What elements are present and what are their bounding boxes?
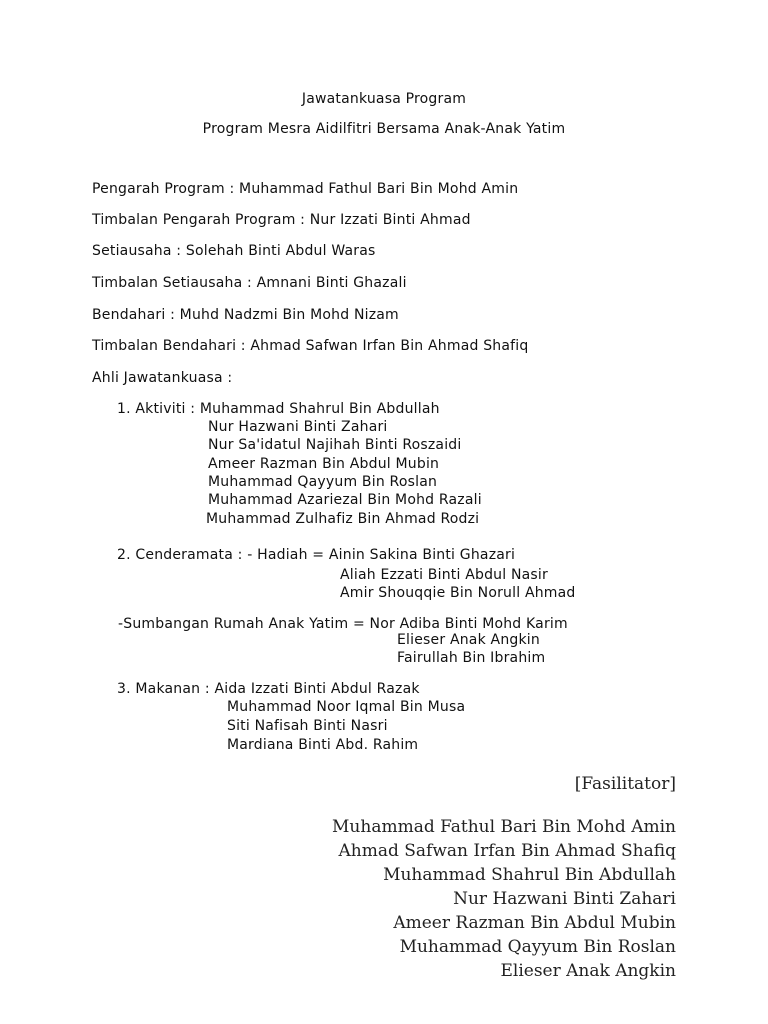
cenderamata-member: Amir Shouqqie Bin Norull Ahmad <box>340 585 576 601</box>
role-line: Timbalan Bendahari : Ahmad Safwan Irfan Bin Ahmad Shafiq <box>92 338 529 354</box>
makanan-member: Siti Nafisah Binti Nasri <box>227 718 388 734</box>
sumbangan-member: Fairullah Bin Ibrahim <box>397 650 546 666</box>
role-line: Pengarah Program : Muhammad Fathul Bari Bin Mohd Amin <box>92 181 519 197</box>
fasilitator-member: Ameer Razman Bin Abdul Mubin <box>393 913 676 933</box>
fasilitator-member: Muhammad Qayyum Bin Roslan <box>399 937 676 957</box>
fasilitator-member: Elieser Anak Angkin <box>500 961 676 981</box>
role-line: Setiausaha : Solehah Binti Abdul Waras <box>92 243 376 259</box>
makanan-member: Mardiana Binti Abd. Rahim <box>227 737 419 753</box>
fasilitator-member: Muhammad Fathul Bari Bin Mohd Amin <box>332 817 676 837</box>
fasilitator-member: Nur Hazwani Binti Zahari <box>453 889 676 909</box>
document-title: Jawatankuasa Program <box>301 91 467 107</box>
aktiviti-heading: 1. Aktiviti : Muhammad Shahrul Bin Abdullah <box>117 401 440 417</box>
cenderamata-heading: 2. Cenderamata : - Hadiah = Ainin Sakina Binti Ghazari <box>117 547 516 563</box>
aktiviti-member: Ameer Razman Bin Abdul Mubin <box>208 456 440 472</box>
fasilitator-member: Ahmad Safwan Irfan Bin Ahmad Shafiq <box>338 841 676 861</box>
aktiviti-member: Nur Hazwani Binti Zahari <box>208 419 388 435</box>
makanan-heading: 3. Makanan : Aida Izzati Binti Abdul Razak <box>117 681 420 697</box>
role-line: Timbalan Pengarah Program : Nur Izzati Binti Ahmad <box>92 212 471 228</box>
committee-heading: Ahli Jawatankuasa : <box>92 370 233 386</box>
sumbangan-heading: -Sumbangan Rumah Anak Yatim = Nor Adiba Binti Mohd Karim <box>118 616 568 632</box>
aktiviti-member: Muhammad Zulhafiz Bin Ahmad Rodzi <box>206 511 480 527</box>
role-line: Timbalan Setiausaha : Amnani Binti Ghazali <box>92 275 407 291</box>
sumbangan-member: Elieser Anak Angkin <box>397 632 540 648</box>
role-line: Bendahari : Muhd Nadzmi Bin Mohd Nizam <box>92 307 399 323</box>
makanan-member: Muhammad Noor Iqmal Bin Musa <box>227 699 466 715</box>
fasilitator-member: Muhammad Shahrul Bin Abdullah <box>383 865 676 885</box>
document-subtitle: Program Mesra Aidilfitri Bersama Anak-Anak Yatim <box>202 121 566 137</box>
fasilitator-heading: [Fasilitator] <box>574 774 676 794</box>
cenderamata-member: Aliah Ezzati Binti Abdul Nasir <box>340 567 548 583</box>
aktiviti-member: Muhammad Qayyum Bin Roslan <box>208 474 438 490</box>
aktiviti-member: Nur Sa'idatul Najihah Binti Roszaidi <box>208 437 462 453</box>
aktiviti-member: Muhammad Azariezal Bin Mohd Razali <box>208 492 482 508</box>
